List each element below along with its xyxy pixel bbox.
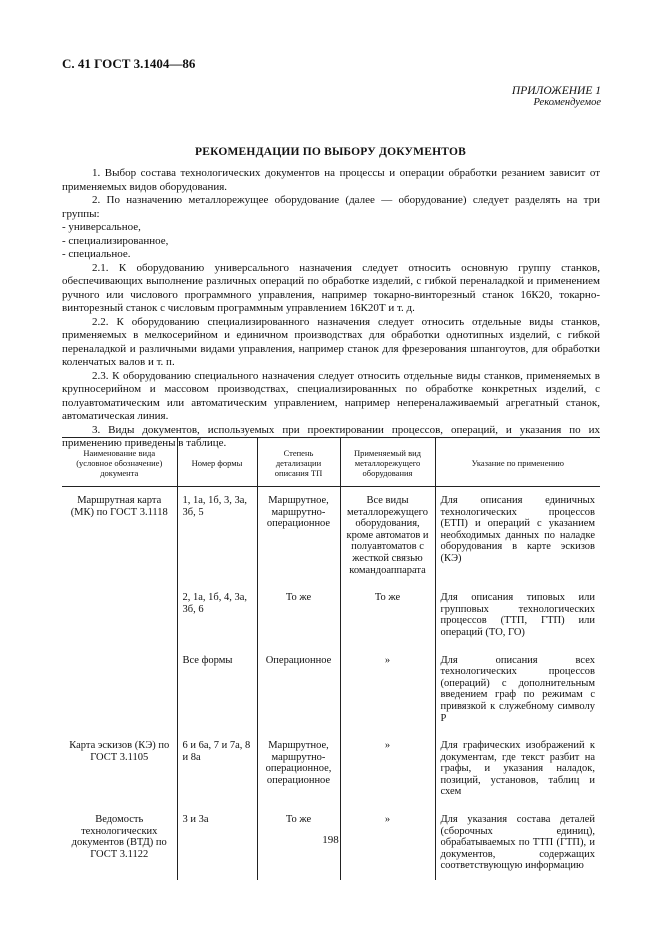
table-cell: Для описания всех технологических процессов (операций) с дополнительным введением граф по режимам с привязкой к служебному символу Р bbox=[435, 647, 600, 733]
documents-table bbox=[62, 437, 600, 880]
table-cell: Маршрутное, маршрутно-операционное bbox=[257, 487, 340, 585]
list-item-specialized: - специализированное, bbox=[62, 234, 169, 247]
table-row bbox=[62, 584, 600, 646]
list-item-special: - специальное. bbox=[62, 248, 131, 260]
body-text bbox=[62, 167, 600, 451]
table-cell: Маршрутное, маршрутно-операционное, операционное bbox=[257, 732, 340, 806]
table-row bbox=[62, 487, 600, 585]
table-cell: » bbox=[340, 647, 435, 733]
table-cell: 1, 1а, 1б, 3, 3а, 3б, 5 bbox=[177, 487, 257, 585]
table-cell: » bbox=[340, 732, 435, 806]
table-cell: 6 и 6а, 7 и 7а, 8 и 8а bbox=[177, 732, 257, 806]
table-cell: Операционное bbox=[257, 647, 340, 733]
table-cell bbox=[62, 647, 177, 733]
table-cell: Все формы bbox=[177, 647, 257, 733]
appendix-label bbox=[512, 85, 601, 109]
table-cell: То же bbox=[257, 806, 340, 880]
paragraph-2-3: 2.3. К оборудованию специального назначения следует относить отдельные виды станков, применяемых в крупносерийном и массовом производствах, специализированных по обработке конкретных изделий, с полуавтоматическим или автоматическим управлением, например непереналаживаемый агрегатный станок, автоматическая линия. bbox=[62, 369, 600, 422]
table-cell: То же bbox=[340, 584, 435, 646]
section-title: РЕКОМЕНДАЦИИ ПО ВЫБОРУ ДОКУМЕНТОВ bbox=[195, 146, 466, 158]
table-cell: 2, 1а, 1б, 4, 3а, 3б, 6 bbox=[177, 584, 257, 646]
table-cell bbox=[62, 584, 177, 646]
table-header-form-number: Номер формы bbox=[177, 438, 257, 487]
table-cell: Для описания единичных технологических процессов (ЕТП) и операций с указанием необходимых данных по наладке оборудования в карте эскизов (КЭ) bbox=[435, 487, 600, 585]
table-cell: 3 и 3а bbox=[177, 806, 257, 880]
table-header-row bbox=[62, 438, 600, 487]
appendix-title: ПРИЛОЖЕНИЕ 1 bbox=[511, 85, 601, 97]
page-number: 198 bbox=[322, 834, 339, 846]
table-cell: Для графических изображений к документам, где текст разбит на графы, и указания наладок, позиций, установов, таблиц и схем bbox=[435, 732, 600, 806]
list-item-universal: - универсальное, bbox=[62, 221, 141, 233]
paragraph-2-1: 2.1. К оборудованию универсального назначения следует относить основную группу станков, обеспечивающих выполнение различных операций по обработке изделий, с гибкой переналадкой и применением ручного или числового программного управления, например токарно-винторезный станок 16К20, токарно-винторезный станок с числовым программным управлением 16К20Т и т. д. bbox=[62, 261, 600, 314]
table-cell: Маршрутная карта (МК) по ГОСТ 3.1118 bbox=[70, 495, 168, 518]
table-header-equipment: Применяемый вид металлорежущего оборудования bbox=[340, 438, 435, 487]
appendix-subtitle: Рекомендуемое bbox=[533, 97, 601, 108]
paragraph-2-2: 2.2. К оборудованию специализированного назначения следует относить отдельные виды станков, применяемых в мелкосерийном и единичном производствах для обработки однотипных изделий, с гибкой переналадкой и различными видами управления, например станок для фрезерования шпангоутов, для обработки коленчатых валов и т. п. bbox=[62, 315, 600, 368]
table-row bbox=[62, 647, 600, 733]
table-cell: Карта эскизов (КЭ) по ГОСТ 3.1105 bbox=[69, 740, 170, 763]
table-cell: » bbox=[340, 806, 435, 880]
paragraph-3: 3. Виды документов, используемых при проектировании процессов, операций, и указания по их применению приведены в таблице. bbox=[62, 423, 600, 449]
table-cell: Для описания типовых или групповых технологических процессов (ТТП, ГТП) или операций (ТО, ГО) bbox=[435, 584, 600, 646]
table-header-doc-type: Наименование вида (условное обозначение) документа bbox=[62, 438, 177, 487]
table-cell: Для указания состава деталей (сборочных единиц), обрабатываемых по ТТП (ГТП), и документов, содержащих соответствующую информацию bbox=[435, 806, 600, 880]
table-header-usage: Указание по применению bbox=[435, 438, 600, 487]
table-cell: Все виды металлорежущего оборудования, кроме автоматов и полуавтоматов с жесткой связью командоаппарата bbox=[340, 487, 435, 585]
table-row bbox=[62, 732, 600, 806]
document-header: С. 41 ГОСТ 3.1404—86 bbox=[62, 56, 196, 71]
table-header-detail-level: Степень детализации описания ТП bbox=[257, 438, 340, 487]
table-cell: Ведомость технологических документов (ВТД) по ГОСТ 3.1122 bbox=[71, 814, 167, 860]
table-cell: То же bbox=[257, 584, 340, 646]
paragraph-2: 2. По назначению металлорежущее оборудование (далее — оборудование) следует разделять на три группы: bbox=[62, 194, 600, 220]
paragraph-1: 1. Выбор состава технологических документов на процессы и операции обработки резанием зависит от применяемых видов оборудования. bbox=[62, 167, 600, 193]
